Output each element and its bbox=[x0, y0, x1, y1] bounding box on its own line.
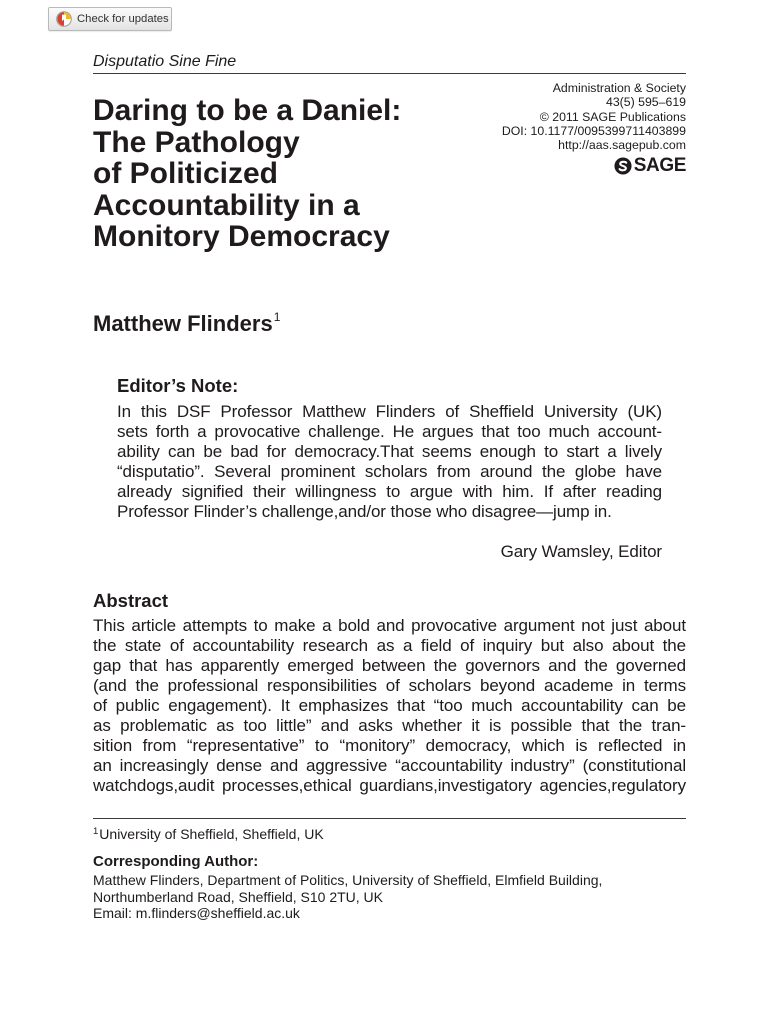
journal-info bbox=[502, 81, 686, 152]
author-byline bbox=[93, 311, 280, 340]
series-name: Disputatio Sine Fine bbox=[93, 53, 237, 70]
abstract-line: an increasingly dense and aggressive “accountability industry” (constitutional bbox=[93, 756, 686, 775]
title-line: of Politicized bbox=[93, 157, 279, 190]
check-for-updates-label: Check for updates bbox=[77, 13, 169, 25]
abstract-line: This article attempts to make a bold and provocative argument not just about bbox=[93, 616, 686, 635]
title-line: The Pathology bbox=[93, 125, 300, 159]
editors-note-line: Professor Flinder’s challenge,and/or those who disagree—jump in. bbox=[117, 502, 612, 521]
title-line: Monitory Democracy bbox=[93, 220, 390, 253]
corresponding-author-email[interactable]: Email: m.flinders@sheffield.ac.uk bbox=[93, 905, 300, 921]
journal-doi[interactable]: DOI: 10.1177/0095399711403899 bbox=[501, 123, 686, 138]
journal-name: Administration & Society bbox=[552, 81, 686, 95]
editors-note-signature: Gary Wamsley, Editor bbox=[500, 542, 662, 561]
abstract-line: of public engagement). It emphasizes that “too much accountability can be bbox=[93, 696, 686, 715]
corresponding-author-details bbox=[93, 872, 602, 922]
sage-logo-wordmark: SAGE bbox=[633, 155, 686, 176]
corresponding-author-heading: Corresponding Author: bbox=[93, 853, 259, 870]
editors-note-line: In this DSF Professor Matthew Flinders of Sheffield University (UK) bbox=[117, 402, 662, 421]
editors-note-line: sets forth a provocative challenge. He argues that too much account- bbox=[117, 422, 662, 441]
abstract-heading: Abstract bbox=[93, 590, 169, 611]
footnote-rule bbox=[93, 818, 686, 819]
editors-note-line: “disputatio”. Several prominent scholars from around the globe have bbox=[117, 462, 662, 481]
abstract-line: watchdogs,audit processes,ethical guardians,investigatory agencies,regulatory bbox=[93, 776, 686, 795]
abstract-line: the state of accountability research as a field of inquiry but also about the bbox=[93, 636, 686, 655]
editors-note-line: already signified their willingness to argue with him. If after reading bbox=[117, 482, 662, 501]
corresponding-author-line: Matthew Flinders, Department of Politics, University of Sheffield, Elmfield Building, bbox=[93, 872, 603, 888]
abstract-line: (and the professional responsibilities of scholars beyond academe in terms bbox=[93, 676, 686, 695]
abstract-line: sition from “representative” to “monitory” democracy, which is reflected in bbox=[93, 736, 686, 755]
header-rule bbox=[93, 73, 686, 74]
article-title bbox=[93, 95, 401, 253]
affiliation-text: University of Sheffield, Sheffield, UK bbox=[99, 826, 324, 842]
abstract-line: gap that has apparently emerged between the governors and the governed bbox=[93, 656, 686, 675]
title-line: Accountability in a bbox=[93, 188, 360, 222]
title-line: Daring to be a Daniel: bbox=[93, 94, 402, 127]
sage-logo bbox=[614, 156, 686, 176]
journal-volume-pages: 43(5) 595–619 bbox=[606, 95, 686, 110]
editors-note-heading: Editor’s Note: bbox=[117, 375, 239, 396]
journal-url-link[interactable]: http://aas.sagepub.com bbox=[558, 138, 686, 153]
corresponding-author-line: Northumberland Road, Sheffield, S10 2TU, UK bbox=[93, 888, 384, 905]
journal-copyright: © 2011 SAGE Publications bbox=[539, 109, 686, 124]
crossmark-icon bbox=[56, 11, 72, 27]
author-affiliation-mark: 1 bbox=[273, 310, 281, 324]
editors-note-body bbox=[117, 402, 662, 522]
abstract-body bbox=[93, 616, 686, 796]
sage-s-circle-icon bbox=[614, 157, 632, 175]
check-for-updates-button[interactable] bbox=[48, 7, 172, 31]
affiliation-footnote bbox=[93, 826, 324, 846]
affiliation-footnote-mark: 1 bbox=[93, 826, 99, 837]
author-name: Matthew Flinders bbox=[93, 311, 273, 336]
editors-note-line: ability can be bad for democracy.That seems enough to start a lively bbox=[117, 442, 662, 461]
abstract-line: as problematic as too little” and asks whether it is possible that the tran- bbox=[93, 716, 686, 735]
